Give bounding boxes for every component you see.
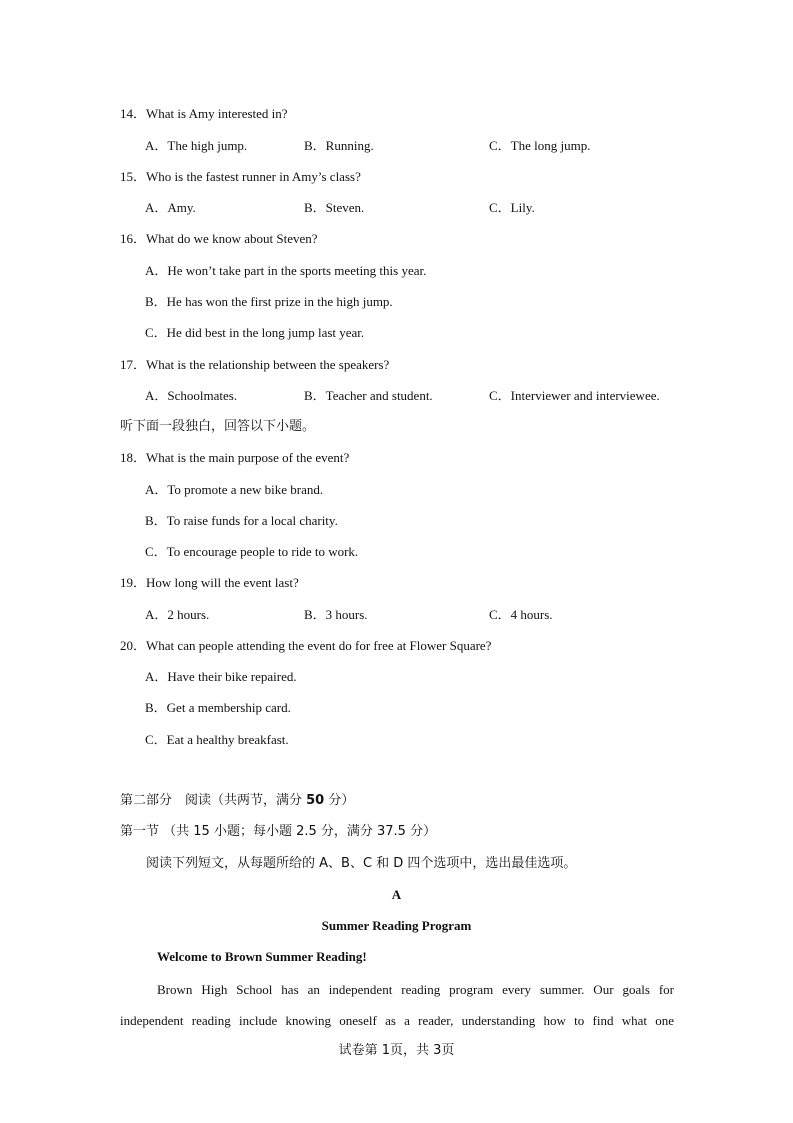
passage-paragraph-line: Brown High School has an independent reading program every summer. Our goals for [157, 982, 674, 997]
option-a: A．The high jump. [145, 138, 248, 153]
passage-label: A [391, 887, 402, 902]
question-14 [120, 106, 288, 122]
question-18 [120, 450, 349, 466]
reading-instruction: 阅读下列短文，从每题所给的 A、B、C 和 D 四个选项中，选出最佳选项。 [146, 856, 577, 871]
option-a: A．Have their bike repaired. [145, 669, 297, 684]
part-two-title-post: 分） [324, 793, 355, 808]
page-footer: 试卷第 1页，共 3页 [338, 1043, 455, 1058]
option-a: A．To promote a new bike brand. [145, 482, 324, 497]
option-b: B．3 hours. [304, 607, 368, 622]
option-c: C．He did best in the long jump last year. [145, 325, 365, 340]
option-b: B．He has won the first prize in the high jump. [145, 294, 393, 309]
question-number: 14． [120, 106, 147, 121]
question-text: How long will the event last? [146, 575, 299, 590]
passage-paragraph-line: independent reading include knowing oneself as a reader, understanding how to find what one [120, 1013, 674, 1028]
question-text: Who is the fastest runner in Amy’s class? [146, 169, 361, 184]
question-number: 16． [120, 231, 147, 246]
question-20 [120, 638, 491, 654]
part-two-heading [120, 793, 354, 809]
option-c: C．Lily. [489, 200, 535, 215]
passage-subtitle: Welcome to Brown Summer Reading! [157, 949, 367, 964]
question-number: 17． [120, 357, 147, 372]
option-a: A．He won’t take part in the sports meeting this year. [145, 263, 427, 278]
part-two-score: 50 [306, 793, 325, 808]
question-number: 20． [120, 638, 147, 653]
question-15 [120, 169, 361, 185]
question-text: What can people attending the event do for free at Flower Square? [146, 638, 492, 653]
option-a: A．2 hours. [145, 607, 210, 622]
option-b: B．To raise funds for a local charity. [145, 513, 338, 528]
part-two-title-pre: 第二部分 阅读（共两节，满分 [120, 793, 307, 808]
question-number: 19． [120, 575, 147, 590]
question-number: 15． [120, 169, 147, 184]
option-c: C．The long jump. [489, 138, 591, 153]
question-number: 18． [120, 450, 147, 465]
question-text: What is the main purpose of the event? [146, 450, 350, 465]
passage-title: Summer Reading Program [321, 918, 472, 933]
option-b: B．Get a membership card. [145, 700, 291, 715]
option-c: C．Interviewer and interviewee. [489, 388, 660, 403]
question-17 [120, 357, 389, 373]
question-text: What is the relationship between the speakers? [146, 357, 390, 372]
question-text: What do we know about Steven? [146, 231, 318, 246]
option-a: A．Amy. [145, 200, 196, 215]
question-19 [120, 575, 299, 591]
option-c: C．4 hours. [489, 607, 553, 622]
question-16 [120, 231, 318, 247]
monologue-instruction: 听下面一段独白，回答以下小题。 [120, 419, 316, 434]
option-b: B．Steven. [304, 200, 365, 215]
option-b: B．Teacher and student. [304, 388, 433, 403]
option-c: C．Eat a healthy breakfast. [145, 732, 289, 747]
question-text: What is Amy interested in? [146, 106, 288, 121]
section-one-heading: 第一节 （共 15 小题；每小题 2.5 分，满分 37.5 分） [120, 824, 437, 839]
option-b: B．Running. [304, 138, 374, 153]
option-a: A．Schoolmates. [145, 388, 238, 403]
option-c: C．To encourage people to ride to work. [145, 544, 359, 559]
